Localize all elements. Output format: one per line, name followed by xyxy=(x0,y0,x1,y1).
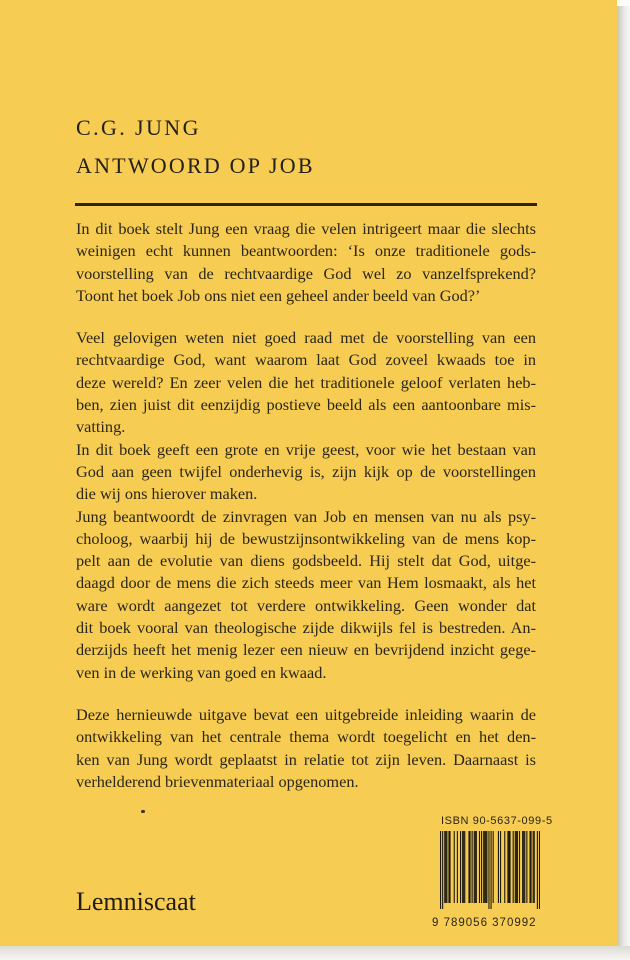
barcode-bar xyxy=(464,831,465,903)
barcode-bar xyxy=(539,831,540,909)
ean-number: 9 789056 370992 xyxy=(432,917,537,929)
barcode-bar xyxy=(515,831,516,903)
blurb-paragraph-5 xyxy=(76,704,536,793)
blurb-line: voorstelling van de rechtvaardige God wel zo vanzelfsprekend? xyxy=(76,263,536,283)
barcode-bar xyxy=(529,831,530,903)
barcode-bar xyxy=(479,831,480,903)
barcode-bar xyxy=(526,831,527,903)
barcode-bar xyxy=(498,831,499,903)
barcode-bar xyxy=(537,831,538,909)
blurb-paragraph-4 xyxy=(76,506,536,684)
barcode-bar xyxy=(534,831,535,903)
barcode-bar xyxy=(449,831,450,903)
barcode-bar xyxy=(509,831,510,903)
barcode-bar xyxy=(476,831,477,903)
barcode-bar xyxy=(468,831,469,903)
barcode-bar xyxy=(446,831,447,903)
barcode-bar xyxy=(522,831,523,903)
blurb-line: Toont het boek Job ons niet een geheel ander beeld van God?’ xyxy=(76,285,481,305)
barcode-bar xyxy=(472,831,473,903)
book-title: ANTWOORD OP JOB xyxy=(76,153,315,178)
blurb-line: rechtvaardige God, want waarom laat God zoveel kwaads toe in xyxy=(76,350,536,370)
blurb-line: pelt aan de evolutie van diens godsbeeld. Hij stelt dat God, uitge- xyxy=(76,551,536,571)
barcode-bar xyxy=(516,831,517,903)
barcode-bar xyxy=(523,831,524,903)
barcode-bar xyxy=(491,831,492,909)
barcode-bar xyxy=(513,831,514,903)
title-divider xyxy=(75,203,537,206)
barcode-bar xyxy=(531,831,532,903)
blurb-line: die wij ons hierover maken. xyxy=(76,484,258,504)
author-name: C.G. JUNG xyxy=(76,115,201,140)
barcode-bar xyxy=(484,831,485,903)
barcode-bar xyxy=(485,831,486,903)
barcode-bar xyxy=(469,831,470,903)
barcode-bar xyxy=(442,831,443,909)
barcode-bar xyxy=(440,831,441,909)
barcode-bar xyxy=(517,831,518,903)
blurb-line: Jung beantwoordt de zinvragen van Job en mensen van nu als psy- xyxy=(76,506,536,526)
barcode-bar xyxy=(533,831,534,903)
book-bottom-edge xyxy=(0,946,630,960)
barcode-bar xyxy=(445,831,446,903)
blurb-text xyxy=(76,218,536,793)
barcode-bars xyxy=(440,831,540,909)
blurb-line: dit boek vooral van theologische zijde dikwijls fel is bestreden. An- xyxy=(76,618,536,638)
barcode-bar xyxy=(483,831,484,903)
barcode-bar xyxy=(460,831,461,903)
publisher-logo: Lemniscaat xyxy=(76,887,196,916)
barcode-bar xyxy=(500,831,501,903)
blurb-line: ken van Jung wordt geplaatst in relatie tot zijn leven. Daarnaast is xyxy=(76,749,536,769)
blurb-line: ven in de werking van goed en kwaad. xyxy=(76,662,327,682)
barcode-bar xyxy=(475,831,476,903)
blurb-line: verhelderend brievenmateriaal opgenomen. xyxy=(76,771,359,791)
barcode-bar xyxy=(493,831,494,903)
blurb-paragraph-3 xyxy=(76,439,536,506)
blurb-line: ware wordt aangezet tot verdere ontwikkeling. Geen wonder dat xyxy=(76,595,536,615)
barcode-bar xyxy=(444,831,445,903)
blurb-line: In dit boek stelt Jung een vraag die velen intrigeert maar die slechts xyxy=(76,219,536,238)
print-speck xyxy=(141,810,145,813)
blurb-line: deze wereld? En zeer velen die het traditionele geloof verlaten heb- xyxy=(76,372,536,392)
blurb-paragraph-2 xyxy=(76,327,536,438)
blurb-line: weinigen echt kunnen beantwoorden: ‘Is onze traditionele gods- xyxy=(76,241,536,261)
blurb-line: ben, zien juist dit eenzijdig postieve beeld als een aantoonbare mis- xyxy=(76,395,536,415)
blurb-line: In dit boek geeft een grote en vrije geest, voor wie het bestaan van xyxy=(76,439,536,459)
blurb-line: vatting. xyxy=(76,417,126,437)
barcode-bar xyxy=(463,831,464,903)
barcode-bar xyxy=(507,831,508,903)
blurb-line: ontwikkeling van het centrale thema wordt toegelicht en het den- xyxy=(76,727,536,747)
blurb-line: daagd door de mens die zich steeds meer van Hem losmaakt, als het xyxy=(76,573,536,593)
blurb-line: choloog, waarbij hij de bewustzijnsontwikkeling van de mens kop- xyxy=(76,528,536,548)
blurb-line: derzijds heeft het menig lezer een nieuw en bevrijdend inzicht gege- xyxy=(76,640,536,660)
barcode-bar xyxy=(457,831,458,903)
barcode-bar xyxy=(488,831,489,909)
barcode xyxy=(440,831,540,914)
barcode-bar xyxy=(462,831,463,903)
blurb-paragraph-1 xyxy=(76,218,536,307)
barcode-bar xyxy=(474,831,475,903)
barcode-bar xyxy=(508,831,509,903)
blurb-line: God aan geen twijfel onderhevig is, zijn kijk op de voorstellingen xyxy=(76,461,536,481)
barcode-bar xyxy=(448,831,449,903)
barcode-bar xyxy=(504,831,505,903)
barcode-bar xyxy=(454,831,455,903)
barcode-bar xyxy=(524,831,525,903)
book-page-edge xyxy=(617,6,630,954)
isbn-label: ISBN 90-5637-099-5 xyxy=(441,815,553,827)
barcode-bar xyxy=(486,831,487,903)
barcode-bar xyxy=(519,831,520,903)
barcode-bar xyxy=(481,831,482,903)
blurb-line: Deze hernieuwde uitgave bevat een uitgebreide inleiding waarin de xyxy=(76,704,536,724)
blurb-line: Veel gelovigen weten niet goed raad met de voorstelling van een xyxy=(76,328,536,348)
